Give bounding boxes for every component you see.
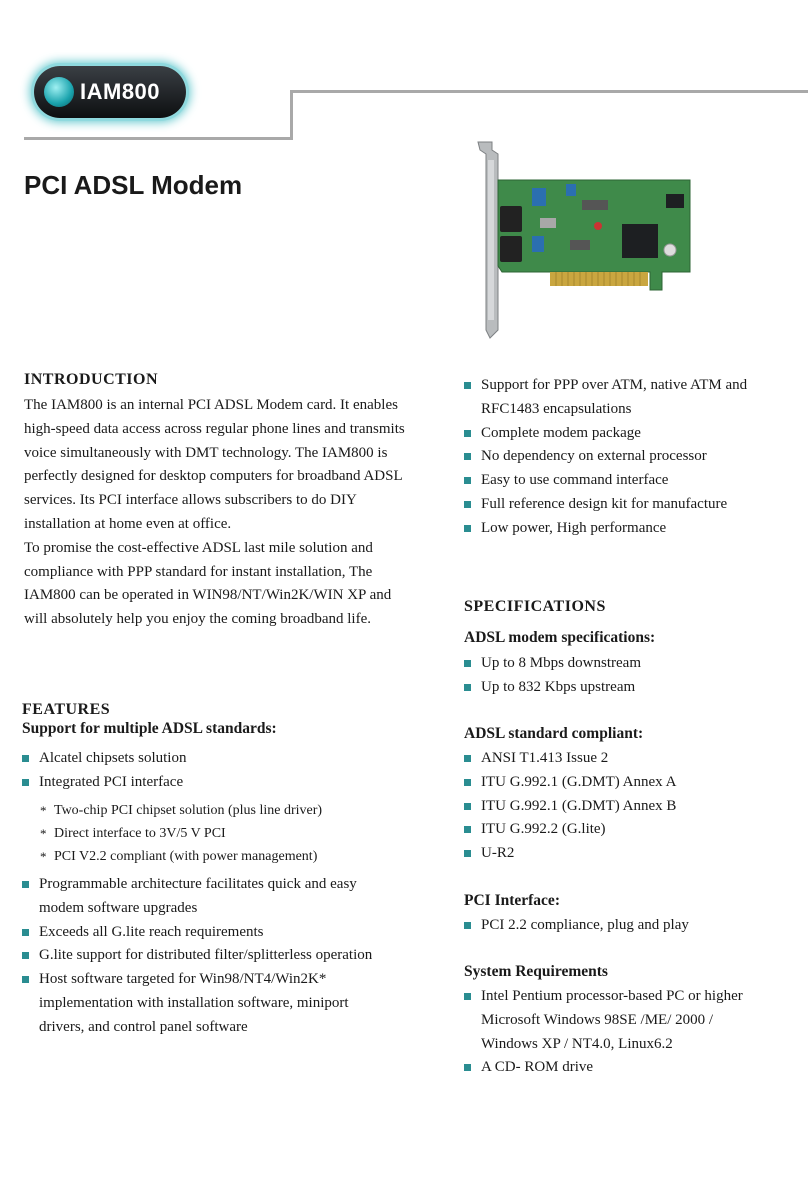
list-item: * PCI V2.2 compliant (with power management) (40, 845, 440, 868)
list-item: Full reference design kit for manufacture (464, 493, 794, 517)
list-item: ITU G.992.2 (G.lite) (464, 818, 794, 842)
intro-line: compliance with PPP standard for instant installation, The (24, 563, 373, 580)
product-title: PCI ADSL Modem (24, 170, 243, 200)
list-item: Easy to use command interface (464, 469, 794, 493)
adsl-modem-spec-list (464, 652, 794, 700)
list-item: PCI 2.2 compliance, plug and play (464, 914, 794, 938)
pci-interface-list (464, 914, 794, 938)
bullet-icon (464, 382, 471, 389)
bullet-icon (22, 755, 29, 762)
list-item: ITU G.992.1 (G.DMT) Annex A (464, 771, 794, 795)
asterisk-icon: * (40, 849, 47, 864)
system-requirements-title: System Requirements (464, 963, 608, 980)
introduction-heading: INTRODUCTION (24, 371, 159, 388)
list-item: G.lite support for distributed filter/splitterless operation (22, 944, 442, 968)
header-rule-right (290, 90, 808, 93)
list-item: No dependency on external processor (464, 445, 794, 469)
adsl-modem-spec-title: ADSL modem specifications: (464, 629, 656, 646)
features-list-b (22, 873, 442, 1040)
list-item: Alcatel chipsets solution (22, 747, 442, 771)
header-rule-step (290, 90, 293, 140)
list-item: * Two-chip PCI chipset solution (plus line driver) (40, 799, 440, 822)
bullet-icon (464, 922, 471, 929)
features-heading: FEATURES (22, 701, 111, 718)
specifications-heading: SPECIFICATIONS (464, 598, 606, 615)
list-item: U-R2 (464, 842, 794, 866)
list-item: A CD- ROM drive (464, 1056, 794, 1080)
bullet-icon (464, 477, 471, 484)
intro-line: services. Its PCI interface allows subscribers to do DIY (24, 492, 357, 509)
list-item: * Direct interface to 3V/5 V PCI (40, 822, 440, 845)
top-feature-list (464, 374, 794, 541)
bullet-icon (464, 501, 471, 508)
intro-line: IAM800 can be operated in WIN98/NT/Win2K/WIN XP and (24, 587, 392, 604)
list-item: Host software targeted for Win98/NT4/Win2K* implementation with installation software, miniport drivers, and control panel software (22, 968, 442, 1039)
bullet-icon (464, 779, 471, 786)
list-item: Low power, High performance (464, 517, 794, 541)
bullet-icon (22, 881, 29, 888)
features-list-a (22, 747, 442, 795)
bullet-icon (464, 525, 471, 532)
list-item: Programmable architecture facilitates quick and easy modem software upgrades (22, 873, 442, 921)
bullet-icon (464, 453, 471, 460)
bullet-icon (464, 1064, 471, 1071)
bullet-icon (464, 660, 471, 667)
product-badge (34, 66, 186, 118)
bullet-icon (464, 826, 471, 833)
bullet-icon (22, 976, 29, 983)
badge-dot-icon (44, 77, 74, 107)
intro-line: will absolutely help you enjoy the coming broadband life. (24, 611, 372, 628)
adsl-standard-title: ADSL standard compliant: (464, 725, 644, 742)
asterisk-icon: * (40, 803, 47, 818)
list-item: Integrated PCI interface (22, 771, 442, 795)
bullet-icon (464, 755, 471, 762)
intro-line: To promise the cost-effective ADSL last mile solution and (24, 539, 373, 556)
bullet-icon (22, 929, 29, 936)
pci-modem-card-icon (470, 140, 700, 340)
bullet-icon (464, 850, 471, 857)
list-item: ITU G.992.1 (G.DMT) Annex B (464, 795, 794, 819)
badge-label: IAM800 (80, 79, 161, 104)
intro-line: high-speed data access across regular phone lines and transmits (24, 420, 405, 437)
introduction-text (24, 394, 434, 632)
adsl-standard-list (464, 747, 794, 866)
asterisk-icon: * (40, 826, 47, 841)
list-item: Support for PPP over ATM, native ATM and RFC1483 encapsulations (464, 374, 794, 422)
system-requirements-list (464, 985, 794, 1080)
features-subheading: Support for multiple ADSL standards: (22, 720, 277, 737)
bullet-icon (464, 684, 471, 691)
list-item: Intel Pentium processor-based PC or higher Microsoft Windows 98SE /ME/ 2000 / Windows XP / NT4.0, Linux6.2 (464, 985, 794, 1056)
bullet-icon (464, 993, 471, 1000)
bullet-icon (464, 430, 471, 437)
intro-line: perfectly designed for desktop computers for broadband ADSL (24, 468, 403, 485)
pci-interface-title: PCI Interface: (464, 892, 560, 909)
intro-line: installation at home even at office. (24, 515, 232, 532)
list-item: ANSI T1.413 Issue 2 (464, 747, 794, 771)
list-item: Exceeds all G.lite reach requirements (22, 921, 442, 945)
intro-line: voice simultaneously with DMT technology. The IAM800 is (24, 444, 388, 461)
intro-line: The IAM800 is an internal PCI ADSL Modem card. It enables (24, 397, 398, 413)
bullet-icon (464, 803, 471, 810)
features-sub-list (40, 799, 440, 868)
list-item: Up to 8 Mbps downstream (464, 652, 794, 676)
bullet-icon (22, 779, 29, 786)
list-item: Complete modem package (464, 422, 794, 446)
bullet-icon (22, 952, 29, 959)
list-item: Up to 832 Kbps upstream (464, 676, 794, 700)
header-rule-left (24, 137, 292, 140)
